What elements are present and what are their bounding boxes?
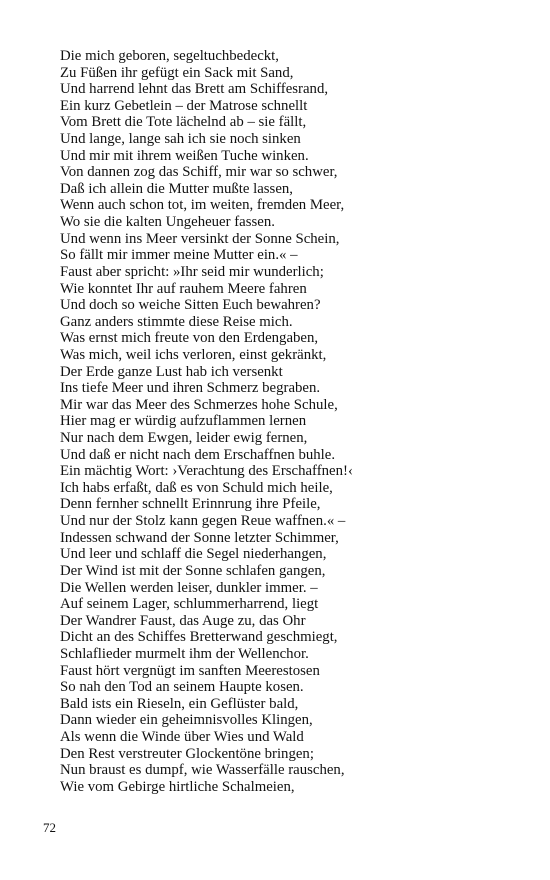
poem-line: Mir war das Meer des Schmerzes hohe Schule, [60, 396, 338, 413]
poem-line: Denn fernher schnellt Erinnrung ihre Pfeile, [60, 496, 321, 513]
poem-line: Der Wind ist mit der Sonne schlafen gangen, [60, 562, 326, 579]
poem-line: Vom Brett die Tote lächelnd ab – sie fällt, [60, 114, 307, 131]
poem-line: Ich habs erfaßt, daß es von Schuld mich heile, [60, 479, 333, 496]
poem-line: Faust aber spricht: »Ihr seid mir wunderlich; [60, 263, 324, 280]
poem-line: Was ernst mich freute von den Erdengaben, [60, 330, 319, 347]
poem-line: Die Wellen werden leiser, dunkler immer. – [60, 579, 318, 596]
poem-line: Und lange, lange sah ich sie noch sinken [60, 131, 301, 148]
poem-line: Ein kurz Gebetlein – der Matrose schnellt [60, 97, 308, 114]
poem-line: Und harrend lehnt das Brett am Schiffesrand, [60, 81, 329, 98]
poem-line: Als wenn die Winde über Wies und Wald [60, 728, 304, 745]
poem-line: Wenn auch schon tot, im weiten, fremden Meer, [60, 197, 345, 214]
poem-line: Ins tiefe Meer und ihren Schmerz begraben. [60, 380, 321, 397]
poem-line: Von dannen zog das Schiff, mir war so schwer, [60, 164, 338, 181]
poem-line: Hier mag er würdig aufzuflammen lernen [60, 413, 307, 430]
poem-line: So nah den Tod an seinem Haupte kosen. [60, 679, 304, 696]
poem-line: Der Erde ganze Lust hab ich versenkt [60, 363, 283, 380]
poem-line: Und doch so weiche Sitten Euch bewahren? [60, 297, 321, 314]
poem-line: Und wenn ins Meer versinkt der Sonne Schein, [60, 230, 340, 247]
poem-line: Faust hört vergnügt im sanften Meerestosen [60, 662, 320, 679]
poem-line: Dann wieder ein geheimnisvolles Klingen, [60, 712, 313, 729]
poem-line: Auf seinem Lager, schlummerharrend, liegt [60, 596, 319, 613]
poem-line: Ganz anders stimmte diese Reise mich. [60, 313, 293, 330]
poem-line: Nur nach dem Ewgen, leider ewig fernen, [60, 430, 308, 447]
poem-text [60, 48, 530, 795]
poem-line: Daß ich allein die Mutter mußte lassen, [60, 180, 293, 197]
poem-line: Den Rest verstreuter Glockentöne bringen; [60, 745, 314, 762]
page-number: 72 [43, 820, 56, 835]
poem-line: So fällt mir immer meine Mutter ein.« – [60, 247, 298, 264]
poem-line: Wie vom Gebirge hirtliche Schalmeien, [60, 778, 295, 795]
poem-line: Zu Füßen ihr gefügt ein Sack mit Sand, [60, 64, 294, 81]
poem-line: Und nur der Stolz kann gegen Reue waffnen.« – [60, 513, 346, 530]
poem-line: Ein mächtig Wort: ›Verachtung des Erschaffnen!‹ [60, 463, 353, 480]
poem-line: Und leer und schlaff die Segel niederhangen, [60, 546, 327, 563]
poem-line: Dicht an des Schiffes Bretterwand geschmiegt, [60, 629, 338, 646]
poem-line: Die mich geboren, segeltuchbedeckt, [60, 48, 279, 64]
poem-line: Wie konntet Ihr auf rauhem Meere fahren [60, 280, 307, 297]
poem-line: Was mich, weil ichs verloren, einst gekränkt, [60, 346, 327, 363]
poem-line: Der Wandrer Faust, das Auge zu, das Ohr [60, 612, 306, 629]
poem-line: Und daß er nicht nach dem Erschaffnen buhle. [60, 446, 336, 463]
poem-line: Nun braust es dumpf, wie Wasserfälle rauschen, [60, 762, 345, 779]
poem-line: Bald ists ein Rieseln, ein Geflüster bald, [60, 695, 299, 712]
poem-line: Schlaflieder murmelt ihm der Wellenchor. [60, 645, 309, 662]
poem-line: Und mir mit ihrem weißen Tuche winken. [60, 147, 309, 164]
poem-line: Wo sie die kalten Ungeheuer fassen. [60, 214, 275, 231]
poem-line: Indessen schwand der Sonne letzter Schimmer, [60, 529, 339, 546]
